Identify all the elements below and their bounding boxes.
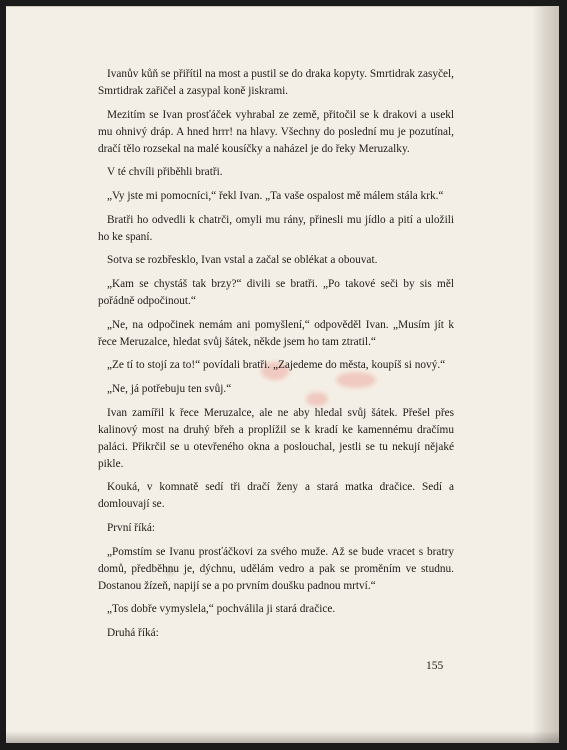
- page-number: 155: [426, 660, 444, 672]
- paragraph: „Ne, já potřebuju ten svůj.“: [107, 382, 232, 395]
- paragraph: „Pomstím se Ivanu prosťáčkovi za svého muže. Až se bude vracet s bratry domů, předběhnu je, dýchnu, udělám vedro a pak se proměním ve studnu. Dostanou žízeň, napijí se a po prvním doušku padnou mrtví.“: [98, 545, 454, 592]
- book-spine-edge: [533, 7, 559, 743]
- page-bottom-shadow: [6, 731, 559, 743]
- paragraph: Ivanův kůň se přiřítil na most a pustil se do draka kopyty. Smrtidrak zasyčel, Smrtidrak zařičel a zasypal koně jiskrami.: [98, 68, 454, 98]
- paragraph: Ivan zamířil k řece Meruzalce, ale ne aby hledal svůj šátek. Přešel přes kalinový most na druhý břeh a proplížil se k kradí ke kamennému dračímu paláci. Přikrčil se u otevřeného okna a poslouchal, jestli se tu nekují nějaké pikle.: [98, 406, 454, 470]
- paragraph: První říká:: [107, 522, 156, 535]
- paragraph: „Kam se chystáš tak brzy?“ divili se bratři. „Po takové seči by sis měl pořádně odpočinout.“: [98, 277, 454, 308]
- paragraph: „Vy jste mi pomocníci,“ řekl Ivan. „Ta vaše ospalost mě málem stála krk.“: [107, 190, 444, 203]
- paragraph: Sotva se rozbřesklo, Ivan vstal a začal se oblékat a obouvat.: [107, 254, 378, 267]
- paragraph: Bratři ho odvedli k chatrči, omyli mu rány, přinesli mu jídlo a pití a uložili ho ke spaní.: [98, 213, 454, 243]
- paragraph: Kouká, v komnatě sedí tři dračí ženy a stará matka dračice. Sedí a domlouvají se.: [98, 481, 454, 511]
- paragraph: Mezitím se Ivan prosťáček vyhrabal ze země, přitočil se k drakovi a usekl mu ohnivý dráp. A hned hrrr! na hlavy. Všechny do poslední mu je pozutínal, dračí tělo rozsekal na malé kousíčky a naházel je do řeky Meruzalky.: [98, 108, 454, 155]
- paragraph: „Ze tí to stojí za to!“ povídali bratři. „Zajedeme do města, koupíš si nový.“: [107, 359, 446, 372]
- paragraph: Druhá říká:: [107, 627, 159, 640]
- paragraph: „Tos dobře vymyslela,“ pochválila ji stará dračice.: [107, 603, 336, 616]
- body-text: [98, 66, 454, 649]
- paragraph: V té chvíli přiběhli bratři.: [107, 166, 223, 179]
- paragraph: „Ne, na odpočinek nemám ani pomyšlení,“ odpověděl Ivan. „Musím jít k řece Meruzalce, hledat svůj šátek, někde jsem ho tam ztratil.“: [98, 318, 454, 348]
